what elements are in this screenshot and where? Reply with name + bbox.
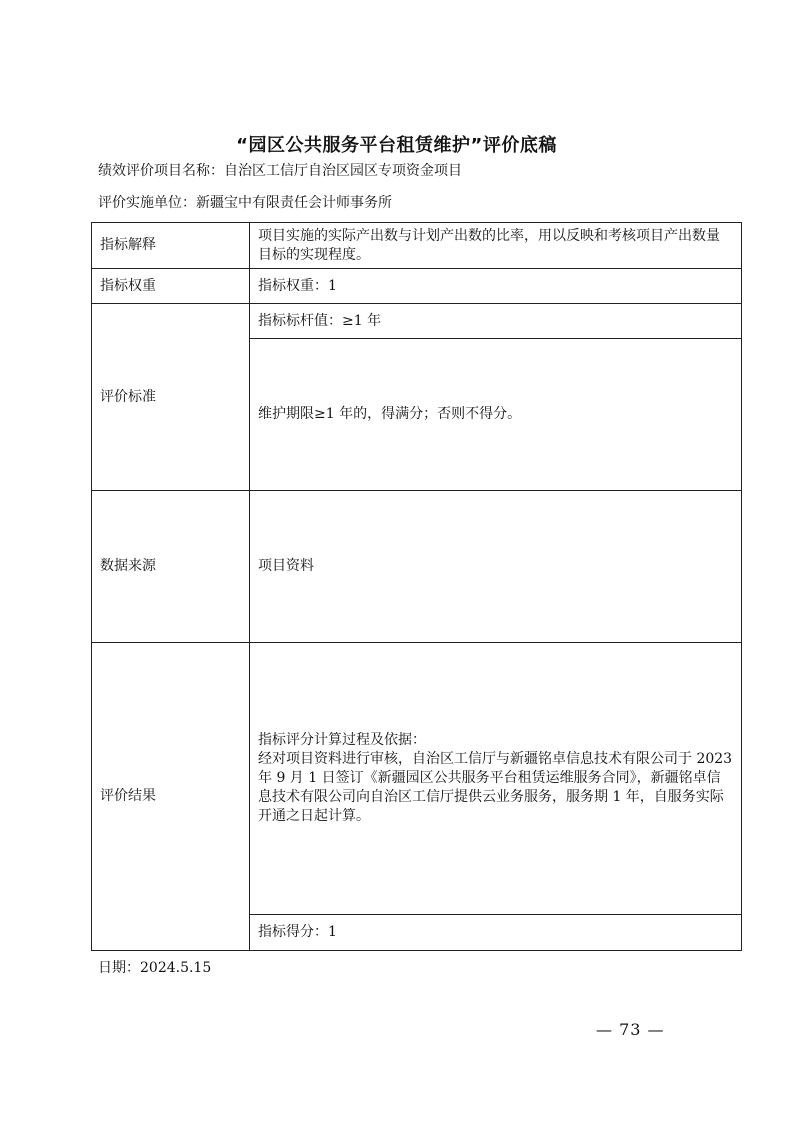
- page-number: — 73 —: [596, 1020, 665, 1039]
- date-line: 日期：2024.5.15: [98, 960, 212, 976]
- result-basis-text: 经对项目资料进行审核，自治区工信厅与新疆铭卓信息技术有限公司于 2023 年 9 月 1 日签订《新疆园区公共服务平台租赁运维服务合同》，新疆铭卓信息技术有限公司向自治区工信厅提供云业务服务，服务期 1 年，自服务实际开通之日起计算。: [258, 751, 733, 824]
- weight-value: 指标权重：1: [250, 269, 742, 304]
- explanation-label: 指标解释: [92, 223, 250, 269]
- implementing-unit-line: 评价实施单位：新疆宝中有限责任会计师事务所: [98, 195, 392, 211]
- table-row-standard-benchmark: [92, 304, 742, 339]
- standard-benchmark: 指标标杆值：≥1 年: [250, 304, 742, 339]
- document-title: “园区公共服务平台租赁维护”评价底稿: [236, 135, 557, 156]
- table-row-explanation: [92, 223, 742, 269]
- table-row-weight: [92, 269, 742, 304]
- table-row-source: [92, 491, 742, 643]
- table-row-result-basis: [92, 643, 742, 915]
- evaluation-table: [91, 222, 742, 951]
- explanation-value: 项目实施的实际产出数与计划产出数的比率，用以反映和考核项目产出数量目标的实现程度。: [250, 223, 742, 269]
- result-basis-heading: 指标评分计算过程及依据：: [258, 732, 426, 748]
- source-value: 项目资料: [250, 491, 742, 643]
- result-basis-cell: [250, 643, 742, 915]
- standard-rule: 维护期限≥1 年的，得满分；否则不得分。: [250, 339, 742, 491]
- result-label: 评价结果: [92, 643, 250, 951]
- weight-label: 指标权重: [92, 269, 250, 304]
- standard-label: 评价标准: [92, 304, 250, 491]
- source-label: 数据来源: [92, 491, 250, 643]
- project-name-line: 绩效评价项目名称：自治区工信厅自治区园区专项资金项目: [98, 163, 462, 179]
- result-score: 指标得分：1: [250, 915, 742, 951]
